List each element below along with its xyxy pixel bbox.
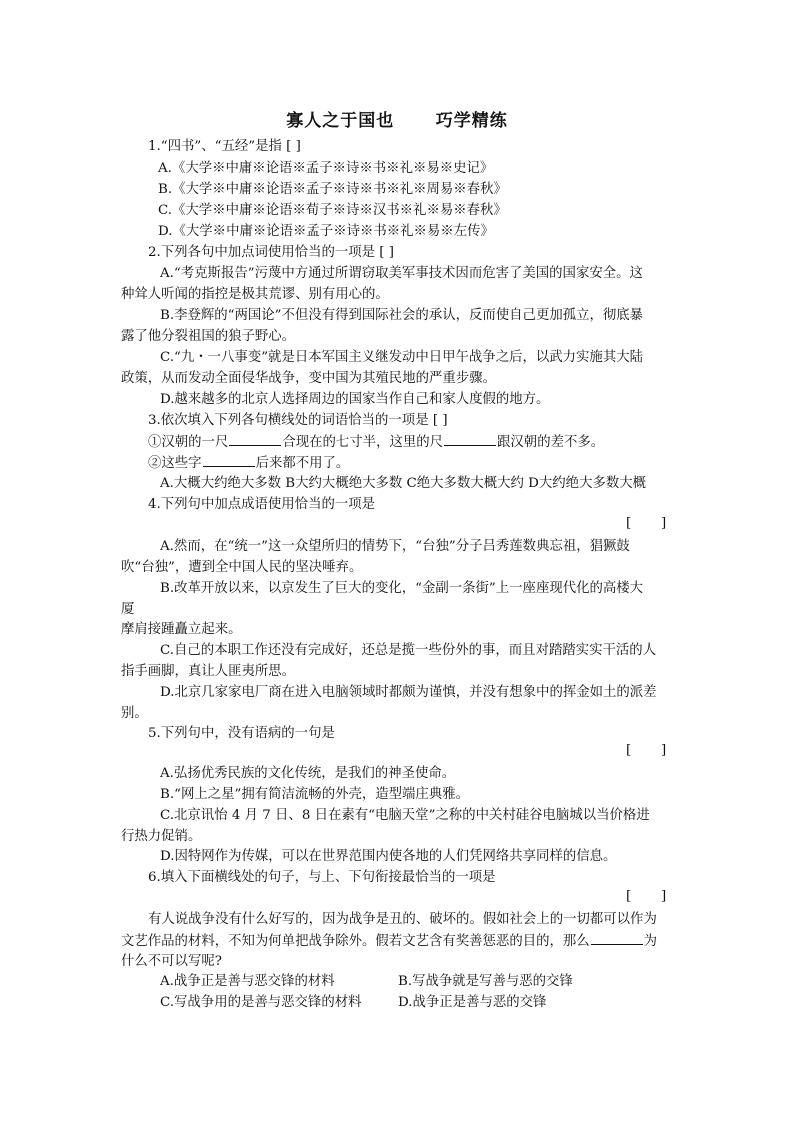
q6-option-b: B.写战争就是写善与恶的交锋 bbox=[398, 974, 573, 989]
q3-s1-pre: ①汉朝的一尺 bbox=[148, 435, 229, 450]
q5-option-a: A.弘扬优秀民族的文化传统，是我们的神圣使命。 bbox=[160, 766, 456, 781]
q5-option-d: D.因特网作为传媒，可以在世界范围内使各地的人们凭网络共享同样的信息。 bbox=[160, 849, 617, 864]
q4-option-b-line2: 厦 bbox=[121, 602, 135, 617]
q2-option-b-line1: B.李登辉的“两国论”不但没有得到国际社会的承认，反而使自己更加孤立，彻底暴 bbox=[160, 308, 644, 323]
q6-p2-post: 为 bbox=[643, 934, 658, 949]
q1-option-c: C.《大学※中庸※论语※荀子※诗※汉书※礼※易※春秋》 bbox=[158, 203, 507, 218]
q2-option-b-line2: 露了他分裂祖国的狼子野心。 bbox=[121, 329, 296, 344]
q6-answer-bracket: [ ] bbox=[626, 889, 667, 904]
q1-option-b: B.《大学※中庸※论语※孟子※诗※书※礼※周易※春秋》 bbox=[158, 182, 507, 197]
fill-blank bbox=[203, 453, 255, 467]
q4-option-c-line1: C.自己的本职工作还没有完成好，还总是揽一些份外的事，而且对踏踏实实干活的人 bbox=[160, 643, 657, 658]
q4-option-b-line3: 摩肩接踵矗立起来。 bbox=[121, 622, 242, 637]
q3-s2-pre: ②这些字 bbox=[148, 456, 202, 471]
document-title: 寡人之于国也 巧学精练 bbox=[286, 111, 508, 131]
q3-s1-post: 跟汉朝的差不多。 bbox=[497, 435, 605, 450]
q2-stem: 2.下列各句中加点词使用恰当的一项是 [ ] bbox=[148, 245, 394, 260]
q4-answer-bracket: [ ] bbox=[626, 516, 667, 531]
q3-s1-mid: 合现在的七寸半，这里的尺 bbox=[282, 435, 444, 450]
q5-stem: 5.下列句中，没有语病的一句是 bbox=[148, 726, 335, 741]
q3-options: A.大概大约绝大多数 B大约大概绝大多数 C绝大多数大概大约 D大约绝大多数大概 bbox=[160, 476, 647, 491]
q4-stem: 4.下列句中加点成语使用恰当的一项是 bbox=[148, 497, 376, 512]
q5-answer-bracket: [ ] bbox=[626, 743, 667, 758]
q2-option-d: D.越来越多的北京人选择周边的国家当作自己和家人度假的地方。 bbox=[160, 392, 550, 407]
q3-s2-post: 后来都不用了。 bbox=[255, 456, 350, 471]
fill-blank bbox=[444, 432, 496, 446]
q4-option-a-line2: 吹“台独”，遭到全中国人民的坚决唾弃。 bbox=[121, 560, 363, 575]
q4-option-d-line2: 别。 bbox=[121, 706, 148, 721]
q1-option-d: D.《大学※中庸※论语※孟子※诗※书※礼※易※左传》 bbox=[158, 224, 494, 239]
q5-option-c-line2: 行热力促销。 bbox=[121, 829, 202, 844]
q2-option-a-line2: 种耸人听闻的指控是极其荒谬、别有用心的。 bbox=[121, 287, 389, 302]
q6-passage-line1: 有人说战争没有什么好写的，因为战争是丑的、破坏的。假如社会上的一切都可以作为 bbox=[148, 912, 657, 927]
q3-sentence-1 bbox=[148, 432, 604, 454]
fill-blank bbox=[591, 931, 643, 945]
q4-option-d-line1: D.北京几家家电厂商在进入电脑领域时都颇为谨慎，并没有想象中的挥金如土的派差 bbox=[160, 685, 657, 700]
q4-option-c-line2: 指手画脚，真让人匪夷所思。 bbox=[121, 664, 296, 679]
q6-stem: 6.填入下面横线处的句子，与上、下句衔接最恰当的一项是 bbox=[148, 870, 496, 885]
q5-option-c-line1: C.北京讯怡 4 月 7 日、8 日在素有“电脑天堂”之称的中关村硅谷电脑城以当价格进 bbox=[160, 808, 650, 823]
q2-option-c-line1: C.“九・一八事变”就是日本军国主义继发动中日甲午战争之后，以武力实施其大陆 bbox=[160, 350, 643, 365]
q2-option-c-line2: 政策，从而发动全面侵华战争，变中国为其殖民地的严重步骤。 bbox=[121, 371, 496, 386]
q1-option-a: A.《大学※中庸※论语※孟子※诗※书※礼※易※史记》 bbox=[158, 161, 494, 176]
q6-option-c: C.写战争用的是善与恶交锋的材料 bbox=[160, 995, 362, 1010]
q6-option-d: D.战争正是善与恶的交锋 bbox=[398, 995, 547, 1010]
q2-option-a-line1: A.“考克斯报告”污蔑中方通过所谓窃取美军事技术因而危害了美国的国家安全。这 bbox=[160, 266, 643, 281]
q3-stem: 3.依次填入下列各句横线处的词语恰当的一项是 [ ] bbox=[148, 413, 448, 428]
q6-p2-pre: 文艺作品的材料，不知为何单把战争除外。假若文艺含有奖善惩恶的目的，那么 bbox=[121, 934, 590, 949]
q4-option-b-line1: B.改革开放以来，以京发生了巨大的变化，“金副一条街”上一座座现代化的高楼大 bbox=[160, 581, 644, 596]
q3-sentence-2 bbox=[148, 453, 349, 475]
q1-stem: 1.“四书”、“五经”是指 [ ] bbox=[148, 139, 301, 154]
q4-option-a-line1: A.然而，在“统一”这一众望所归的情势下，“台独”分子吕秀莲数典忘祖，猖獗鼓 bbox=[160, 539, 630, 554]
q6-passage-line2 bbox=[121, 931, 657, 953]
fill-blank bbox=[229, 432, 281, 446]
q6-option-a: A.战争正是善与恶交锋的材料 bbox=[160, 974, 335, 989]
q5-option-b: B.“网上之星”拥有简洁流畅的外壳，造型端庄典雅。 bbox=[160, 787, 469, 802]
q6-passage-line3: 什么不可以写呢? bbox=[121, 954, 222, 969]
